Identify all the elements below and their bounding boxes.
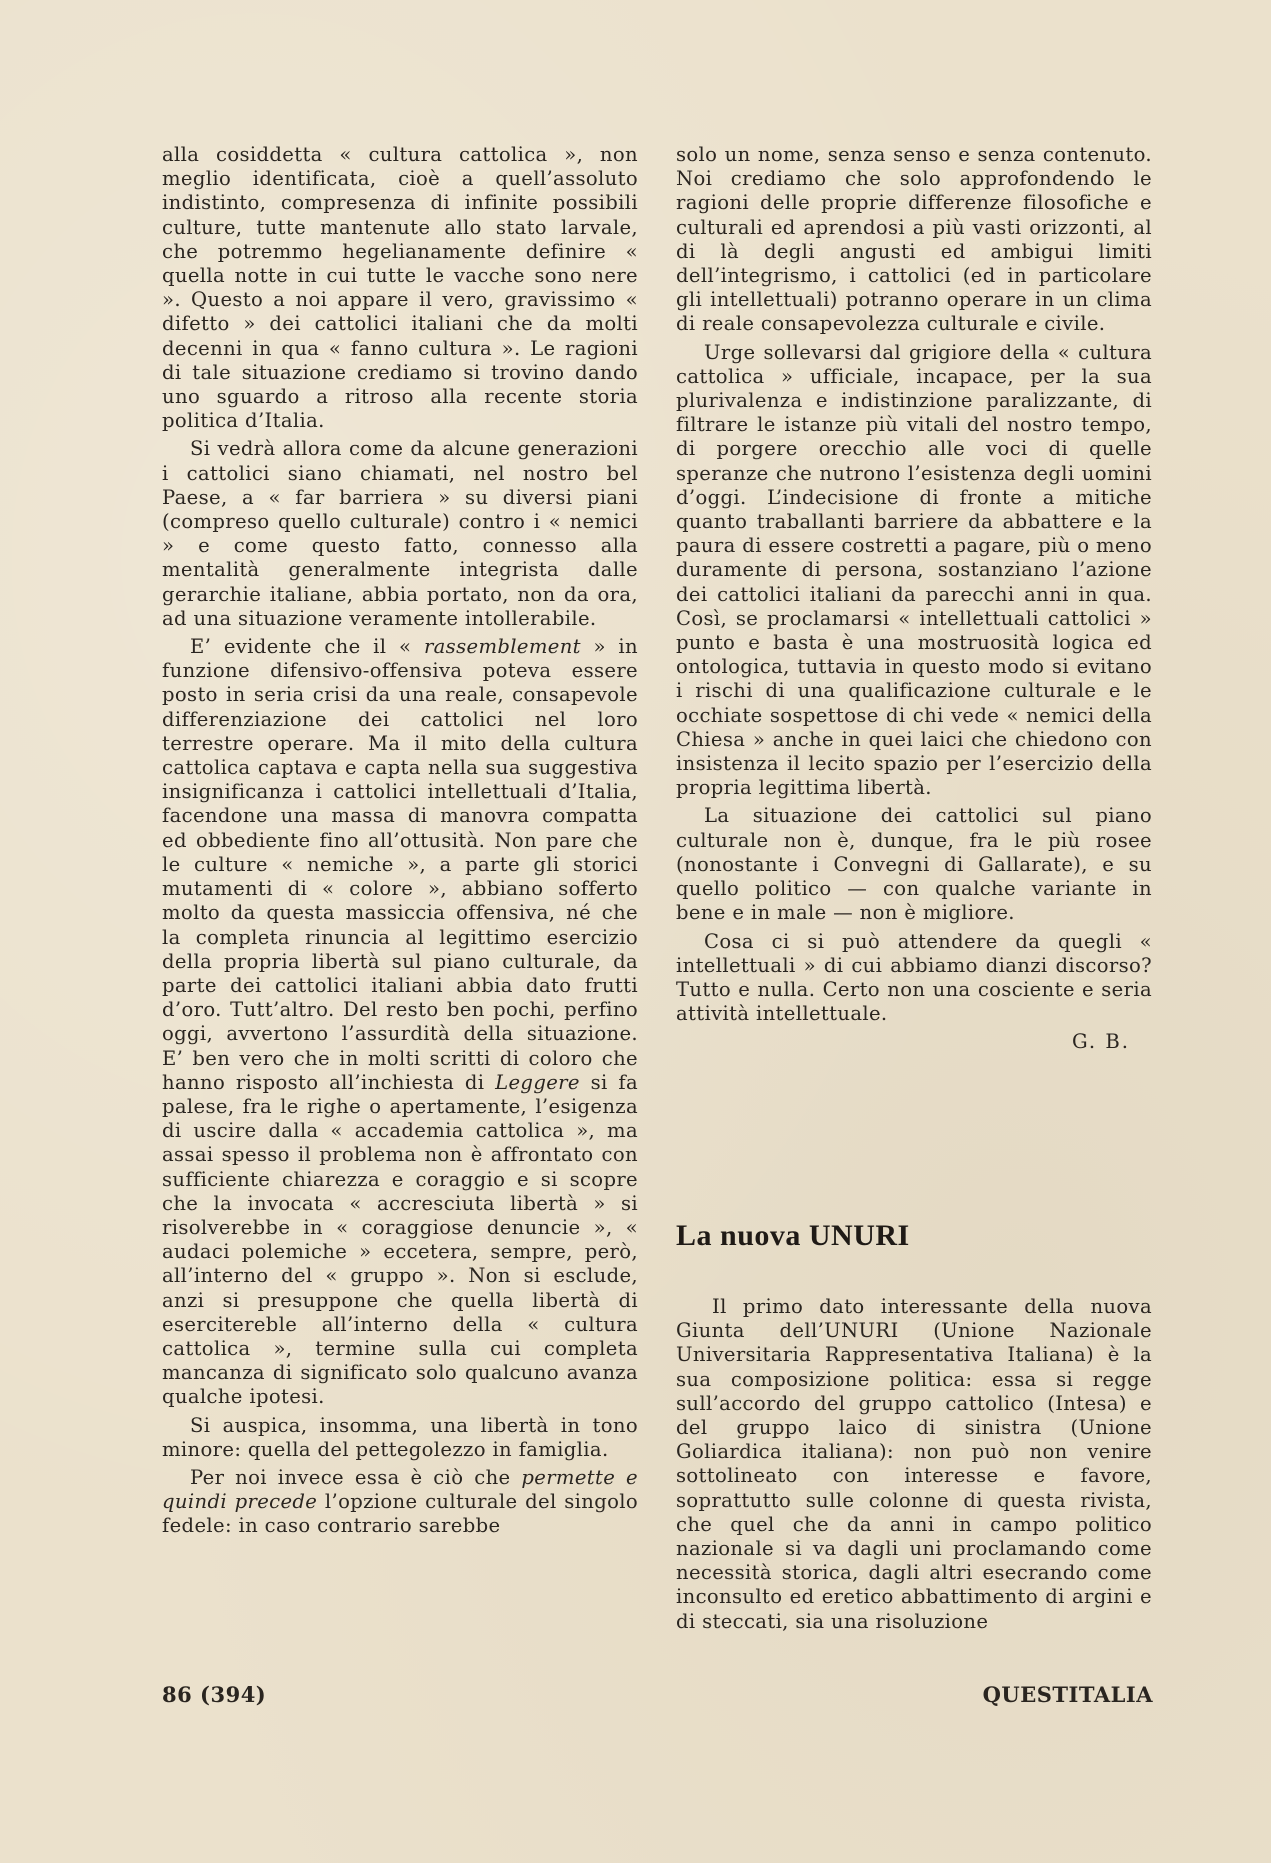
left-column [162,143,638,1543]
italic-text: rassemblement [423,635,581,659]
paragraph: Urge sollevarsi dal grigiore della « cultura cattolica » ufficiale, incapace, per la sua plurivalenza e indistinzione paralizzante, di filtrare le istanze più vitali del nostro tempo, di porgere orecchio alle voci di quelle speranze che nutrono l’esistenza degli uomini d’oggi. L’indecisione di fronte a mitiche quanto traballanti barriere da abbattere e la paura di essere costretti a pagare, più o meno duramente di persona, sostanziano l’azione dei cattolici italiani da parecchi anni in qua. Così, se proclamarsi « intellettuali cattolici » punto e basta è una mostruosità logica ed ontologica, tuttavia in questo modo si evitano i rischi di una qualificazione culturale e le occhiate sospettose di chi vede « nemici della Chiesa » anche in quei laici che chiedono con insistenza il lecito spazio per l’esercizio della propria legittima libertà. [676,340,1152,800]
paragraph: solo un nome, senza senso e senza contenuto. Noi crediamo che solo approfondendo le ragioni delle proprie differenze filosofiche e culturali ed aprendosi a più vasti orizzonti, al di là degli angusti ed ambigui limiti dell’integrismo, i cattolici (ed in particolare gli intellettuali) potranno operare in un clima di reale consapevolezza culturale e civile. [676,143,1152,336]
magazine-name: QUESTITALIA [982,1682,1153,1707]
text-run: l’opzione culturale del singolo fedele: in caso contrario sarebbe [162,1490,638,1538]
paragraph: Si vedrà allora come da alcune generazioni i cattolici siano chiamati, nel nostro bel Paese, a « far barriera » su diversi piani (compreso quello culturale) contro i « nemici » e come questo fatto, connesso alla mentalità generalmente integrista dalle gerarchie italiane, abbia portato, non da ora, ad una situazione veramente intollerabile. [162,437,638,630]
author-signature: G. B. [1071,1030,1130,1054]
text-run: E’ evidente che il « [190,635,424,659]
italic-text: Leggere [495,1070,580,1094]
text-run: Per noi invece essa è ciò che [190,1465,522,1489]
text-run: » in funzione difensivo-offensiva poteva essere posto in seria crisi da una reale, consapevole differenziazione dei cattolici nel loro terrestre operare. Ma il mito della cultura cattolica captava e capta nella sua suggestiva insignificanza i cattolici intellettuali d’Italia, facendone una massa di manovra compatta ed obbediente fino all’ottusità. Non pare che le culture « nemiche », a parte gli storici mutamenti di « colore », abbiano sofferto molto da questa massiccia offensiva, né che la completa rinuncia al legittimo esercizio della propria libertà sul piano culturale, da parte dei cattolici italiani abbia dato frutti d’oro. Tutt’altro. Del resto ben pochi, perfino oggi, avvertono l’assurdità della situazione. E’ ben vero che in molti scritti di coloro che hanno risposto all’inchiesta di [162,635,638,1094]
right-column [676,143,1152,1059]
page-number: 86 (394) [162,1682,267,1707]
paragraph [162,1466,638,1539]
text-run: si fa palese, fra le righe o apertamente, l’esigenza di uscire dalla « accademia cattolica », ma assai spesso il problema non è affrontato con sufficiente chiarezza e coraggio e si scopre che la invocata « accresciuta libertà » si risolverebbe in « coraggiose denuncie », « audaci polemiche » eccetera, sempre, però, all’interno del « gruppo ». Non si esclude, anzi si presuppone che quella libertà di esercitereble all’interno della « cultura cattolica », termine sulla cui completa mancanza di significato solo qualcuno avanza qualche ipotesi. [162,1070,638,1409]
paragraph: Il primo dato interessante della nuova Giunta dell’UNURI (Unione Nazionale Universitaria Rappresentativa Italiana) è la sua composizione politica: essa si regge sull’accordo del gruppo cattolico (Intesa) e del gruppo laico di sinistra (Unione Goliardica italiana): non può non venire sottolineato con interesse e favore, soprattutto sulle colonne di questa rivista, che quel che da anni in campo politico nazionale si va dagli uni proclamando come necessità storica, dagli altri esecrando come inconsulto ed eretico abbattimento di argini e di steccati, sia una risoluzione [676,1295,1152,1633]
paragraph: Si auspica, insomma, una libertà in tono minore: quella del pettegolezzo in famiglia. [162,1413,638,1461]
unuri-article [676,1295,1152,1634]
paragraph: alla cosiddetta « cultura cattolica », non meglio identificata, cioè a quell’assoluto indistinto, compresenza di infinite possibili culture, tutte mantenute allo stato larvale, che potremmo hegelianamente definire « quella notte in cui tutte le vacche sono nere ». Questo a noi appare il vero, gravissimo « difetto » dei cattolici italiani che da molti decenni in qua « fanno cultura ». Le ragioni di tale situazione crediamo si trovino dando uno sguardo a ritroso alla recente storia politica d’Italia. [162,143,638,433]
paragraph: La situazione dei cattolici sul piano culturale non è, dunque, fra le più rosee (nonostante i Convegni di Gallarate), e su quello politico — con qualche variante in bene e in male — non è migliore. [676,804,1152,925]
italic-text: permette e quindi precede [162,1465,638,1514]
paragraph: Cosa ci si può attendere da quegli « intellettuali » di cui abbiamo dianzi discorso? Tutto e nulla. Certo non una cosciente e seria attività intellettuale. [676,929,1152,1026]
paragraph [162,635,638,1410]
section-heading: La nuova UNURI [676,1219,910,1252]
